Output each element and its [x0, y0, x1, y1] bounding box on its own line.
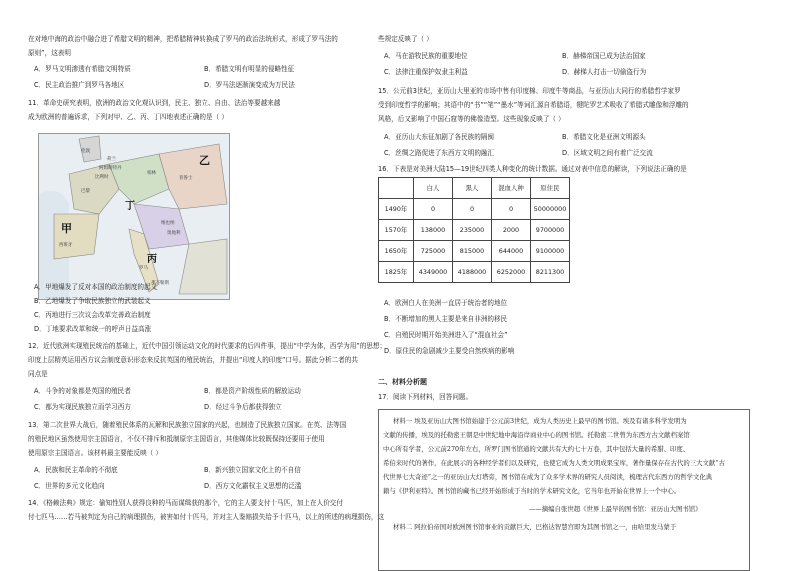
table-row	[379, 241, 570, 262]
table-cell: 6252000	[492, 262, 531, 283]
map-place-9: 荷兰	[107, 157, 116, 162]
material1-line-6: 籍与《伊利亚特》。图书馆的藏书已经开始形成于当时的学术研究文化，它当年也开始在世界上一个中心。	[383, 487, 681, 495]
q15-line-3: 风格，后又影响了中国石窟等的佛像造型。这些现象反映了（ ）	[378, 115, 565, 123]
table-cell: 815000	[453, 241, 492, 262]
table-cell: 50000000	[531, 199, 570, 220]
table-cell: 0	[453, 199, 492, 220]
population-table	[378, 177, 570, 283]
table-row	[379, 262, 570, 283]
table-cell: 0	[414, 199, 453, 220]
material1-line-2: 文献的传播，埃及的托勒密王朝是中世纪地中海沿岸商业中心的图书馆。托勒密二世曾为东西方古文献档案馆	[383, 431, 690, 439]
material1-line-1: 材料一 埃及亚历山大图书馆始建于公元前3世纪，成为人类历史上最早的图书馆。埃及有诸多科学发明为	[393, 417, 687, 425]
intro-line-1: 在对地中海的政治中融合进了希腊文明的精神，把希腊精神转换成了罗马的政治法统形式，形成了罗马法的	[28, 35, 338, 43]
q13-option-b: B．新兴独立国家文化上的不自信	[204, 466, 301, 474]
q14-option-d: D．赫梯人打击一切偷盗行为	[562, 68, 647, 76]
q15-line-1: 15．公元前3世纪，亚历山大里亚的市场中售有印度棉、印度牛等商品，与亚历山大同行的希腊哲学家罗	[378, 87, 681, 95]
q14-continuation: 些规定反映了（ ）	[378, 35, 433, 43]
q10-option-a: A．罗马文明渗透有希腊文明特质	[34, 65, 131, 73]
q11-line-1: 11．革命史研究表明，欧洲的政治文化观认识到，民主、独立、自由、法治等要越来越	[28, 99, 281, 107]
q16-option-b: B．不断增加的黑人主要是来自非洲的移民	[384, 315, 508, 323]
europe-map	[38, 133, 230, 300]
q13-option-d: D．西方文化霸权主义思想的泛滥	[204, 482, 302, 490]
table-header-cell	[379, 178, 414, 199]
table-cell: 9700000	[531, 220, 570, 241]
table-header-cell: 原住民	[531, 178, 570, 199]
table-cell: 138000	[414, 220, 453, 241]
q14-option-c: C．法律注重保护奴隶主利益	[384, 68, 468, 76]
table-header-cell: 白人	[414, 178, 453, 199]
q11-option-a: A．甲地爆发了反对本国的政治制度的起义	[34, 283, 158, 291]
material1-source: ——摘编自张世超《世界上最早的图书馆：亚历山大图书馆》	[529, 505, 702, 513]
q15-option-b: B．希腊文化是亚洲文明源头	[562, 133, 646, 141]
q12-option-a: A．斗争的对象都是英国的殖民者	[34, 387, 131, 395]
table-header-cell: 混血人种	[492, 178, 531, 199]
q12-line-1: 12．近代欧洲实现殖民统治的基础上，近代中国引领运动文化的时代要求的后四件事，提出“中学为体，西学为用”的思想；	[28, 342, 387, 350]
q14-line-2: 付七匹马……若马被判定为自己的病理损伤，被害如付十匹马，并对主人鉴赔损失给予十匹马，以上的所述的病理损伤，这	[28, 513, 385, 521]
q11-option-d: D．丁地要求改革和统一的呼声日益高涨	[34, 325, 152, 333]
map-label-bing: 丙	[147, 254, 157, 265]
q10-option-c: C．民主政治推广到罗马各地区	[34, 81, 125, 89]
section-title: 二、材料分析题	[378, 378, 427, 386]
table-cell: 9100000	[531, 241, 570, 262]
q17-intro: 17．阅读下列材料，回答问题。	[378, 393, 473, 401]
map-label-ding: 丁	[125, 201, 135, 212]
region-iberia	[54, 214, 99, 259]
map-label-yi: 乙	[199, 154, 210, 167]
q14-option-b: B．赫梯帝国已成为法治国家	[562, 52, 646, 60]
table-cell: 2000	[492, 220, 531, 241]
q12-option-b: B．都是资产阶级性质的解放运动	[204, 387, 301, 395]
q10-option-b: B．希腊文明有明显的侵略性征	[204, 65, 295, 73]
q12-option-d: D．经过斗争后都获得独立	[204, 403, 282, 411]
q12-line-3: 同点是	[28, 370, 48, 378]
q12-line-2: 印度上层精英运用西方议会制度意识形态来反抗英国的殖民统治，并提出“印度人的印度”口号。据此分析二者的共	[28, 356, 358, 364]
q13-option-a: A．民族和民主革命的不彻底	[34, 466, 118, 474]
material1-line-3: 中心所有学者，公元前270年左右，所罗门图书馆通的文献共有大约七十万卷，其中包括大量的希腊、印度、	[383, 445, 690, 453]
map-place-10: 普鲁士	[179, 176, 193, 181]
map-svg	[39, 134, 229, 299]
q15-option-a: A．亚历山大东征加剧了各民族的隔阂	[384, 133, 495, 141]
map-place-11: 奥地利	[167, 231, 181, 236]
table-cell: 0	[492, 199, 531, 220]
table-cell: 1570年	[379, 220, 414, 241]
q15-option-d: D．区域文明之间有着广泛交流	[562, 149, 653, 157]
table-cell: 4188000	[453, 262, 492, 283]
q16-option-a: A．欧洲白人在美洲一直居于统治者的地位	[384, 299, 508, 307]
q13-line-1: 13．第二次世界大战后，随着殖民体系的瓦解和民族独立国家的兴起，也制造了民族独立国家。在英、法等国	[28, 421, 347, 429]
table-row	[379, 220, 570, 241]
map-place-8: 比利时	[95, 175, 109, 180]
table-row	[379, 199, 570, 220]
q15-option-c: C．丝绸之路促进了东西方文明的融汇	[384, 149, 495, 157]
q13-line-3: 使用原宗主国语言。该材料最主要能反映（ ）	[28, 449, 162, 457]
intro-line-2: 原则”，这表明	[28, 49, 71, 57]
map-place-4: 柏林	[147, 171, 156, 176]
material1-line-4: 希伯来时代的著作，在此展示的各种经学者们以及研究，也使它成为人类文明成果宝库，著作量保存在古代的三大文献“古	[383, 459, 725, 467]
q13-line-2: 的殖民地区虽然使用宗主国语言，不仅不排斥和抵制原宗主国语言，其他媒体比较既保持还要用于使用	[28, 435, 325, 443]
map-place-6: 那不勒斯	[151, 281, 169, 286]
table-header-cell: 黑人	[453, 178, 492, 199]
map-place-7: 西班牙	[59, 243, 73, 248]
q11-option-c: C．丙地进行三次议会改革完善政治制度	[34, 311, 151, 319]
q15-line-2: 受到印度哲学的影响；其语中的“书”“笔”“墨水”等词汇源自希腊语，犍陀罗艺术吸收了希腊式雕像和浮雕的	[378, 101, 689, 109]
table-cell: 1825年	[379, 262, 414, 283]
q12-option-c: C．都为实现民族独立而学习西方	[34, 403, 131, 411]
q14-line-1: 14．《格赖法典》规定：偷知性别人获得良种的马而谋缉获的那个，它的主人要支付十马匹，加上在人价交付	[28, 499, 343, 507]
map-label-jia: 甲	[61, 222, 72, 235]
q16-option-c: C．自殖民时期开始美洲进入了“混血社会”	[384, 331, 508, 339]
table-cell: 1650年	[379, 241, 414, 262]
q13-option-c: C．世界的多元文化趋向	[34, 482, 105, 490]
table-cell: 644000	[492, 241, 531, 262]
map-place-0: 阿姆斯特丹	[99, 166, 122, 171]
q10-option-d: D．罗马法逐渐演变成为万民法	[204, 81, 295, 89]
material2-line-1: 材料二 阿拉伯帝国对欧洲图书馆事业的贡献巨大，巴格达智慧宫即为其图书馆之一，由哈里发马蒙于	[393, 523, 677, 531]
material1-line-5: 代世界七大奇迹”之一的亚历山大灯塔旁，图书馆在成为了众多学术界的研究人员阅读，梳理古代东西方的哲学文化典	[383, 473, 713, 481]
table-header-row	[379, 178, 570, 199]
table-cell: 235000	[453, 220, 492, 241]
q16-line: 16．下表是对美洲大陆15—19世纪四类人种变化的统计数据。通过对表中信息的解读，下列说法正确的是	[378, 165, 687, 173]
q16-option-d: D．原住民的急剧减少主要受自然疾病的影响	[384, 347, 515, 355]
table-cell: 8211300	[531, 262, 570, 283]
q11-line-2: 成为欧洲的普遍诉求，下列对甲、乙、丙、丁四地表述正确的是（ ）	[28, 113, 228, 121]
material-box	[378, 409, 750, 571]
q14-option-a: A．马在游牧民族的重要地位	[384, 52, 468, 60]
q11-option-b: B．乙地爆发了争取民族独立的武装起义	[34, 297, 151, 305]
table-cell: 1490年	[379, 199, 414, 220]
map-place-3: 罗马	[139, 266, 148, 271]
map-place-5: 维也纳	[161, 221, 175, 226]
map-place-1: 伦敦	[81, 149, 90, 154]
table-cell: 4349000	[414, 262, 453, 283]
table-cell: 725000	[414, 241, 453, 262]
map-place-2: 巴黎	[81, 189, 90, 194]
